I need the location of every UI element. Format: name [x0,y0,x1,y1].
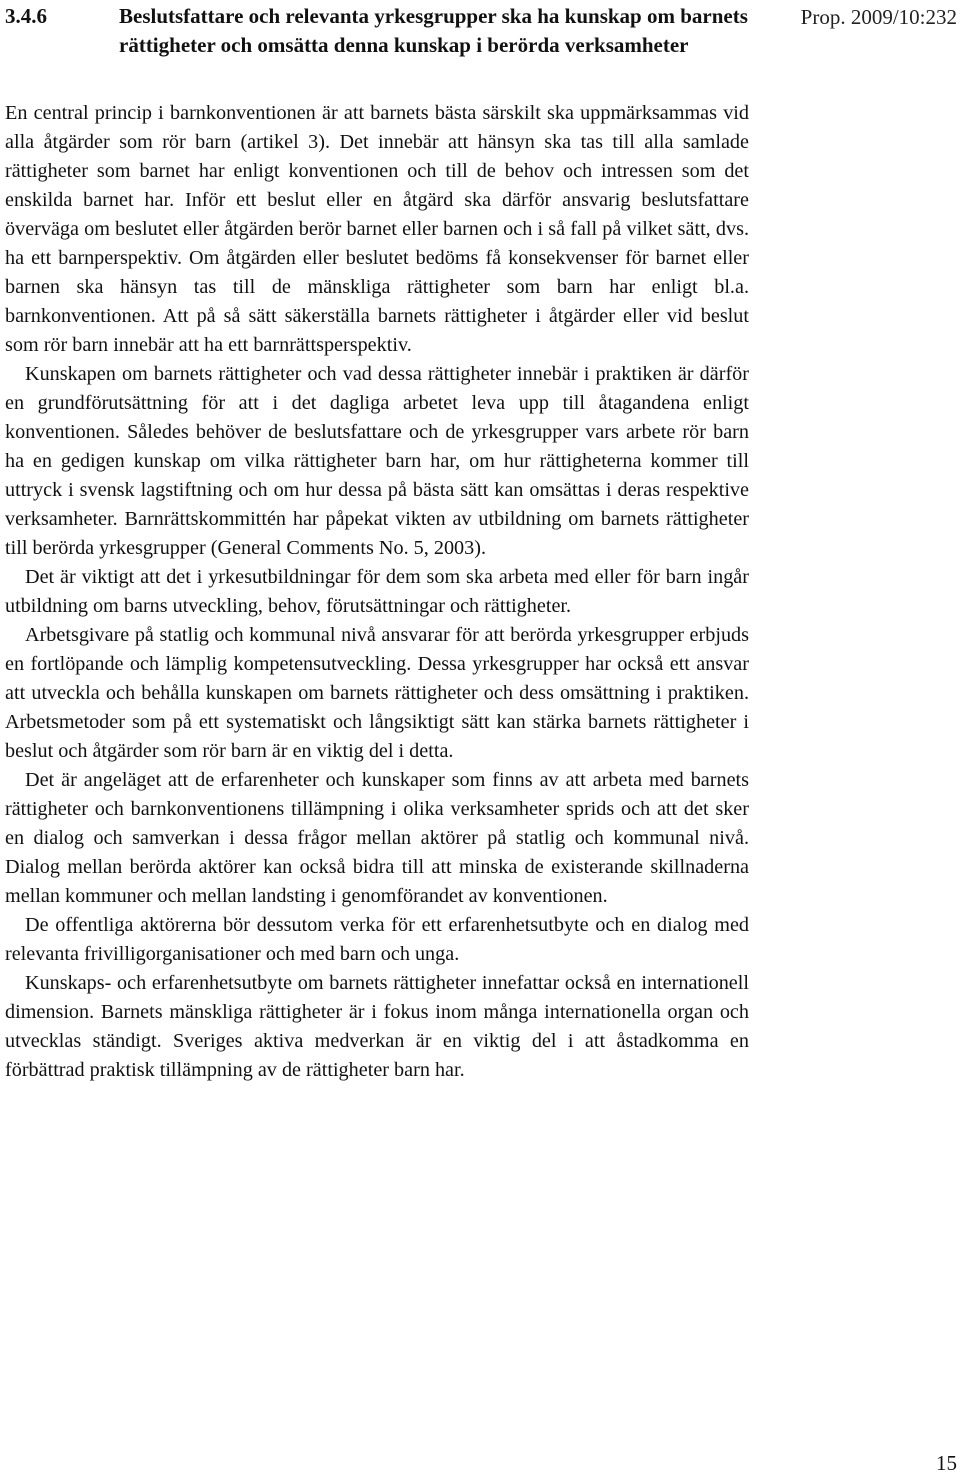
section-number: 3.4.6 [5,4,47,28]
section-title: Beslutsfattare och relevanta yrkesgrupper ska ha kunskap om barnets rättigheter och omsätta denna kunskap i berörda verksamheter [119,4,748,57]
paragraph: En central princip i barnkonventionen är att barnets bästa särskilt ska uppmärksammas vid alla åtgärder som rör barn (artikel 3). Det innebär att hänsyn ska tas till alla samlade rättigheter som barnet har enligt konventionen och till de behov och intressen som det enskilda barnet har. Inför ett beslut eller en åtgärd ska därför ansvarig beslutsfattare överväga om beslutet eller åtgärden berör barnet eller barnen och i så fall på vilket sätt, dvs. ha ett barnperspektiv. Om åtgärden eller beslutet bedöms få konsekvenser för barnet eller barnen ska hänsyn tas till de mänskliga rättigheter som barn har enligt bl.a. barnkonventionen. Att på så sätt säkerställa barnets rättigheter i åtgärder eller vid beslut som rör barn innebär att ha ett barnrättsperspektiv. [5,102,749,356]
paragraph: De offentliga aktörerna bör dessutom verka för ett erfarenhetsutbyte och en dialog med relevanta frivilligorganisationer och med barn och unga. [5,914,749,965]
body-text [5,99,749,1085]
section-heading [5,2,755,60]
proposition-reference: Prop. 2009/10:232 [800,5,957,29]
paragraph: Arbetsgivare på statlig och kommunal nivå ansvarar för att berörda yrkesgrupper erbjuds en fortlöpande och lämplig kompetensutveckling. Dessa yrkesgrupper har också ett ansvar att utveckla och behålla kunskapen om barnets rättigheter och dess omsättning i praktiken. Arbetsmetoder som på ett systematiskt och långsiktigt sätt kan stärka barnets rättigheter i beslut och åtgärder som rör barn är en viktig del i detta. [5,624,749,762]
paragraph: Kunskapen om barnets rättigheter och vad dessa rättigheter innebär i praktiken är därför en grundförutsättning för att i det dagliga arbetet leva upp till åtagandena enligt konventionen. Således behöver de beslutsfattare och de yrkesgrupper vars arbete rör barn ha en gedigen kunskap om vilka rättigheter barn har, om hur rättigheterna kommer till uttryck i svensk lagstiftning och om hur dessa på bästa sätt kan omsättas i deras respektive verksamheter. Barnrättskommittén har påpekat vikten av utbildning om barnets rättigheter till berörda yrkesgrupper (General Comments No. 5, 2003). [5,363,749,559]
paragraph: Det är angeläget att de erfarenheter och kunskaper som finns av att arbeta med barnets rättigheter och barnkonventionens tillämpning i olika verksamheter sprids och att det sker en dialog och samverkan i dessa frågor mellan aktörer på statlig och kommunal nivå. Dialog mellan berörda aktörer kan också bidra till att minska de existerande skillnaderna mellan kommuner och mellan landsting i genomförandet av konventionen. [5,769,749,907]
paragraph: Kunskaps- och erfarenhetsutbyte om barnets rättigheter innefattar också en internationell dimension. Barnets mänskliga rättigheter är i fokus inom många internationella organ och utvecklas ständigt. Sveriges aktiva medverkan är en viktig del i att åstadkomma en förbättrad praktisk tillämpning av de rättigheter barn har. [5,972,749,1081]
page-number: 15 [936,1451,957,1475]
paragraph: Det är viktigt att det i yrkesutbildningar för dem som ska arbeta med eller för barn ingår utbildning om barns utveckling, behov, förutsättningar och rättigheter. [5,566,749,617]
